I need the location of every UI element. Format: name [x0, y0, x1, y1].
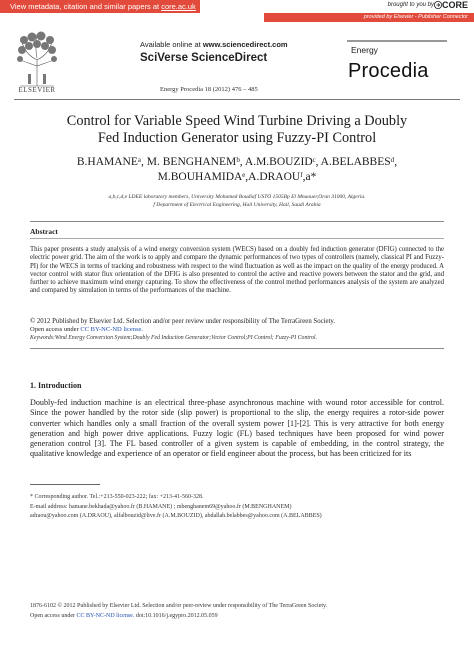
footnote-divider	[30, 484, 100, 485]
header-divider	[14, 99, 460, 100]
platform-name: SciVerse ScienceDirect	[140, 52, 268, 64]
section-heading-introduction: 1. Introduction	[30, 381, 82, 390]
available-online-prefix: Available online at	[140, 40, 203, 49]
journal-citation: Energy Procedia 18 (2012) 476 – 485	[160, 86, 258, 93]
metadata-link[interactable]	[0, 0, 200, 13]
journal-logo-energy: Energy	[351, 45, 378, 55]
open-access-label: Open access under	[30, 326, 81, 333]
elsevier-wordmark: ELSEVIER	[18, 86, 56, 94]
email-addresses-2: adraou@yahoo.com (A.DRAOU), alfalbouzid@live.fr (A.M.BOUZID), abdallah.belabbes@yahoo.com (A.BELABBES)	[30, 513, 322, 519]
affiliations	[20, 193, 454, 209]
email-addresses-1: E-mail address: hamane.bekhada@yahoo.fr (B.HAMANE) ; mbenghanem69@yahoo.fr (M.BENGHANEM)	[30, 503, 292, 510]
abstract-heading-divider	[30, 238, 444, 239]
core-logo[interactable]: CORE	[441, 0, 468, 10]
affiliation-2: f Department of Electrical Engineering, Hail University, Hail, Saudi Arabia	[153, 202, 321, 208]
bottom-open-access	[30, 612, 444, 621]
footnote	[30, 493, 444, 522]
abstract-top-divider	[30, 221, 444, 222]
title-line-1: Control for Variable Speed Wind Turbine Driving a Doubly	[66, 113, 408, 129]
core-logo-icon	[434, 1, 442, 9]
affiliation-1: a,b,c,d,e LDEE laboratory members, University Mohamed Boudiaf USTO 1505Bp El Mnaouer,Oran 31000, Algeria.	[108, 194, 366, 200]
brought-by-text: brought to you by	[387, 2, 434, 8]
article-title	[20, 113, 454, 147]
issn-copyright: 1876-6102 © 2012 Published by Elsevier Ltd. Selection and/or peer-review under responsibility of The TerraGreen Society.	[30, 603, 328, 609]
author-list	[20, 155, 454, 185]
title-line-2: Fed Induction Generator using Fuzzy-PI Control	[97, 130, 377, 146]
journal-logo-procedia: Procedia	[348, 60, 429, 82]
abstract-text: This paper presents a study analysis of a wind energy conversion system (WECS) based on a doubly fed induction generator (DFIG) connected to the electric power grid. The aim of the work is to apply and compare the dynamic performances of two types of controllers (namely, classical PI and Fuzzy-PI) for the WECS in terms of tracking and robustness with respect to the wind fluctuation as well as the impact on the quality of the energy produced. A vector control with stator flux orientation of the DFIG is also presented to control the active and reactive powers between the stator and the grid, and further to achieve maximum wind energy capturing. To show the effectiveness of the control method performances analysis of the system are analyzed and compared by simulation in terms of the performances of the machine.	[30, 246, 444, 295]
keywords: Keywords:Wind Energy Conversion System;Doubly Fed Induction Generator;Vector Control;PI Control; Fuzzy-PI Control.	[30, 335, 317, 341]
open-access-notice	[30, 326, 143, 334]
available-online	[140, 40, 288, 49]
core-site-link[interactable]: core.ac.uk	[161, 2, 196, 11]
core-banner	[264, 0, 474, 22]
top-bar	[0, 0, 474, 22]
abstract-heading: Abstract	[30, 227, 58, 236]
metadata-link-prefix: View metadata, citation and similar papers at	[10, 2, 162, 11]
corresponding-author: * Corresponding author. Tel.:+213-550-023-222; fax: +213-41-560-328.	[30, 494, 204, 500]
bottom-license-link[interactable]: CC BY-NC-ND license.	[76, 613, 135, 619]
authors-line-1: B.HAMANEᵃ, M. BENGHANEMᵇ, A.M.BOUZIDᶜ, A.BELABBESᵈ,	[76, 156, 398, 168]
introduction-text: Doubly-fed induction machine is an electrical three-phase asynchronous machine with wound rotor accessible for control. Since the power handled by the rotor side (slip power) is proportional to the slip, the energy requires a rotor-side power converter which handles only a small fraction of the overall system power [1]-[2]. This is very attractive for both energy generation and high power drive applications. Fuzzy logic (FL) based techniques have been proposed for wind power generation control [3]. The FL based controller of a given system is capable of embedding, in the control strategy, the qualitative knowledge and experience of an operator or field engineer about the process, but has been criticized for its	[30, 398, 444, 459]
bottom-open-access-label: Open access under	[30, 613, 77, 619]
sciencedirect-url[interactable]: www.sciencedirect.com	[202, 40, 288, 49]
provided-by-text: provided by Elsevier - Publisher Connector	[264, 13, 474, 22]
copyright-notice: © 2012 Published by Elsevier Ltd. Selection and/or peer review under responsibility of The TerraGreen Society.	[30, 318, 336, 325]
license-link[interactable]: CC BY-NC-ND license.	[80, 326, 144, 333]
doi[interactable]: doi:10.1016/j.egypro.2012.05.059	[134, 613, 218, 619]
authors-line-2: M.BOUHAMIDAᵉ,A.DRAOUᶠ,a*	[157, 171, 317, 183]
abstract-bottom-divider	[30, 348, 444, 349]
elsevier-tree-logo	[14, 30, 60, 88]
